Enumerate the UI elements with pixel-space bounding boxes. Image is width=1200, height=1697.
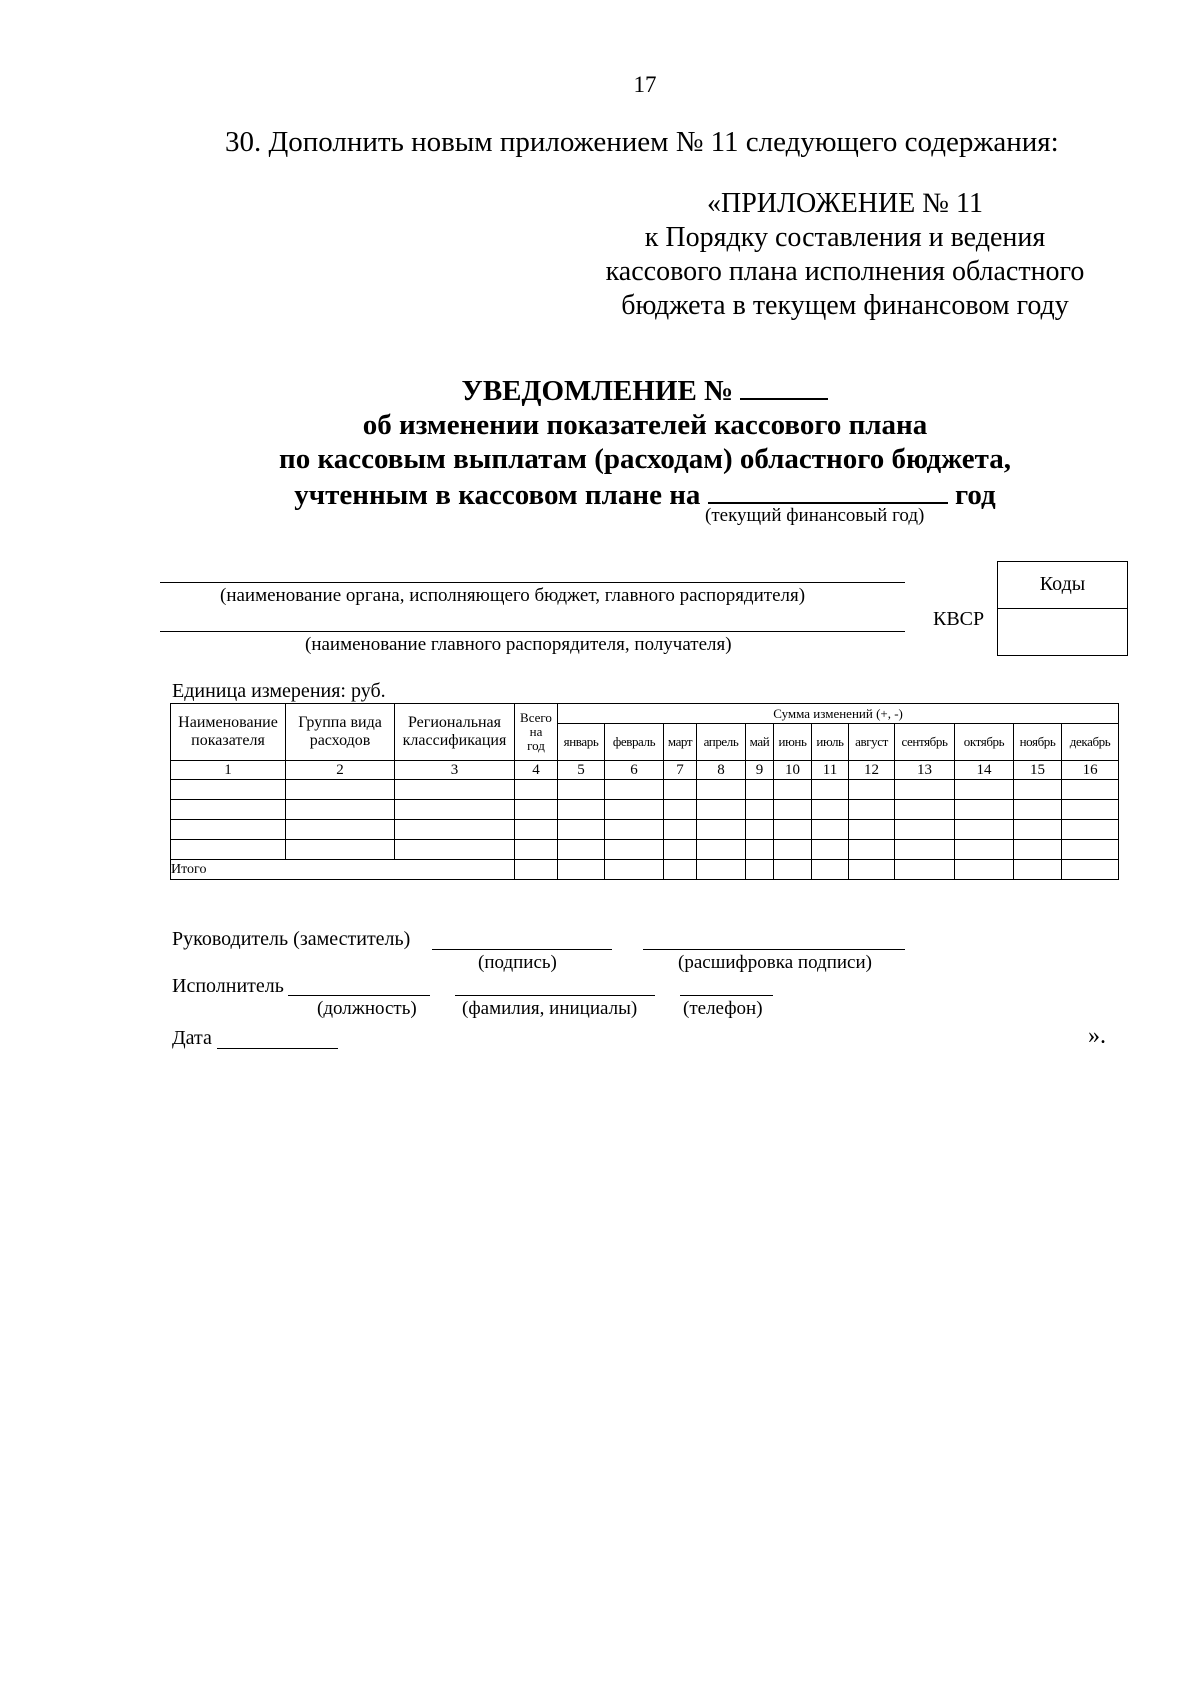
total-row <box>171 860 1119 880</box>
name-line[interactable] <box>455 995 655 996</box>
column-number: 6 <box>605 761 664 780</box>
column-number: 9 <box>746 761 774 780</box>
column-number: 4 <box>515 761 558 780</box>
head-label: Руководитель (заместитель) <box>172 928 411 950</box>
header-indicator: Наименование показателя <box>171 704 286 761</box>
org-line-1[interactable] <box>160 582 905 583</box>
title-line-2: об изменении показателей кассового плана <box>362 409 928 441</box>
appendix-line-1: «ПРИЛОЖЕНИЕ № 11 <box>707 188 983 219</box>
date-label: Дата <box>172 1027 212 1049</box>
column-number: 13 <box>895 761 955 780</box>
closing-quote: ». <box>1088 1023 1106 1049</box>
column-number: 14 <box>955 761 1014 780</box>
year-field[interactable] <box>708 476 948 504</box>
column-number: 7 <box>664 761 697 780</box>
header-expense-group: Группа вида расходов <box>286 704 395 761</box>
header-month: февраль <box>605 724 664 761</box>
table-row[interactable] <box>171 840 1119 860</box>
header-month: май <box>746 724 774 761</box>
header-year-total: Всего на год <box>515 704 558 761</box>
changes-table <box>170 703 1119 880</box>
column-number: 15 <box>1014 761 1062 780</box>
header-month: декабрь <box>1062 724 1119 761</box>
notice-number-field[interactable] <box>740 372 828 400</box>
column-numbers-row <box>171 761 1119 780</box>
year-caption: (текущий финансовый год) <box>705 505 925 526</box>
codes-header: Коды <box>998 562 1127 609</box>
appendix-header <box>560 187 1130 323</box>
executor-label: Исполнитель <box>172 975 284 997</box>
column-number: 11 <box>812 761 849 780</box>
head-decoding-line[interactable] <box>643 949 905 950</box>
title-line-4: учтенным в кассовом плане на год <box>0 476 1200 512</box>
table-row[interactable] <box>171 800 1119 820</box>
appendix-line-3: кассового плана исполнения областного <box>605 256 1085 287</box>
org-caption-2: (наименование главного распорядителя, получателя) <box>305 634 732 655</box>
codes-box <box>997 561 1128 656</box>
column-number: 10 <box>774 761 812 780</box>
header-month: июль <box>812 724 849 761</box>
signature-caption: (подпись) <box>478 952 557 973</box>
kvsr-code-cell[interactable] <box>998 609 1127 655</box>
column-number: 12 <box>849 761 895 780</box>
table-row[interactable] <box>171 820 1119 840</box>
position-line[interactable] <box>288 995 430 996</box>
title-line-1: УВЕДОМЛЕНИЕ № <box>0 372 1200 408</box>
header-month: июнь <box>774 724 812 761</box>
table-row[interactable] <box>171 780 1119 800</box>
appendix-line-2: к Порядку составления и ведения <box>644 222 1046 253</box>
phone-caption: (телефон) <box>683 998 763 1019</box>
column-number: 8 <box>697 761 746 780</box>
intro-paragraph: 30. Дополнить новым приложением № 11 следующего содержания: <box>225 126 1059 158</box>
column-number: 1 <box>171 761 286 780</box>
appendix-line-4: бюджета в текущем финансовом году <box>621 290 1069 321</box>
date-line[interactable] <box>217 1048 338 1049</box>
header-month: январь <box>558 724 605 761</box>
kvsr-label: КВСР <box>933 608 985 630</box>
unit-label: Единица измерения: руб. <box>172 680 386 702</box>
total-label: Итого <box>171 860 515 880</box>
page-number: 17 <box>633 72 657 97</box>
title-line-3: по кассовым выплатам (расходам) областного бюджета, <box>279 443 1011 475</box>
header-month: апрель <box>697 724 746 761</box>
column-number: 2 <box>286 761 395 780</box>
column-number: 3 <box>395 761 515 780</box>
column-number: 5 <box>558 761 605 780</box>
header-month: октябрь <box>955 724 1014 761</box>
position-caption: (должность) <box>317 998 417 1019</box>
org-caption-1: (наименование органа, исполняющего бюджет, главного распорядителя) <box>220 585 806 606</box>
header-month: март <box>664 724 697 761</box>
header-month: ноябрь <box>1014 724 1062 761</box>
decoding-caption: (расшифровка подписи) <box>678 952 872 973</box>
header-month: сентябрь <box>895 724 955 761</box>
name-caption: (фамилия, инициалы) <box>462 998 638 1019</box>
column-number: 16 <box>1062 761 1119 780</box>
document-title <box>0 372 1200 512</box>
phone-line[interactable] <box>680 995 773 996</box>
header-regional-class: Региональная классификация <box>395 704 515 761</box>
header-month: август <box>849 724 895 761</box>
header-changes: Сумма изменений (+, -) <box>558 704 1119 724</box>
head-signature-line[interactable] <box>432 949 612 950</box>
org-line-2[interactable] <box>160 631 905 632</box>
